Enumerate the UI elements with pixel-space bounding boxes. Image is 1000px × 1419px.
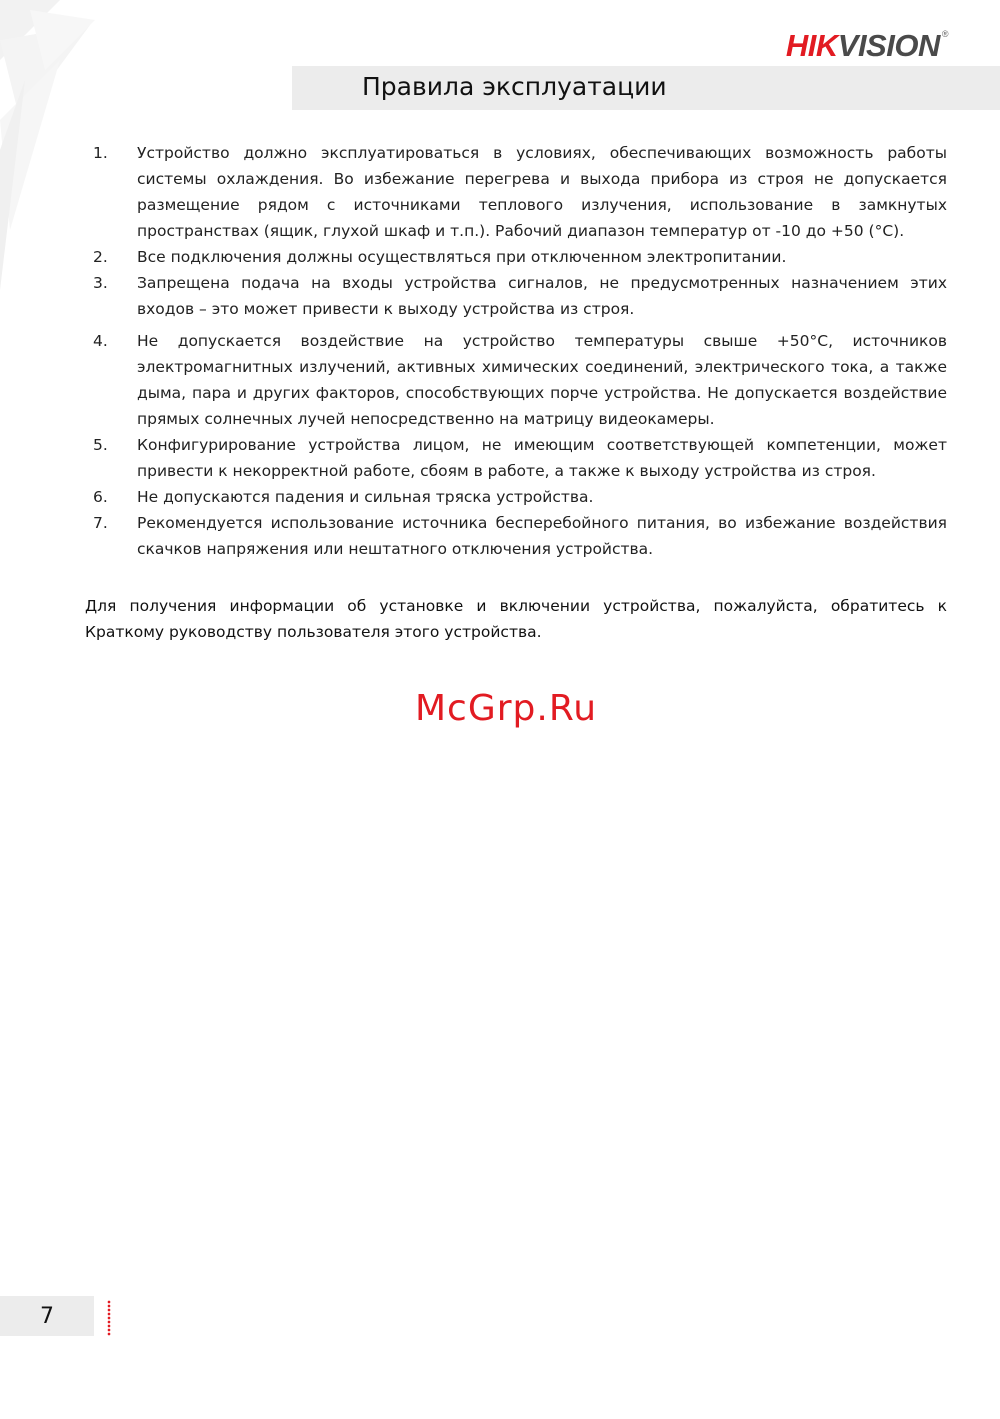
- list-item-text: Не допускается воздействие на устройство температуры свыше +50°С, источников электромагнитных излучений, активных химических соединений, электрического тока, а также дыма, пара и других факторов, способствующих порче устройства. Не допускается воздействие прямых солнечных лучей непосредственно на матрицу видеокамеры.: [137, 332, 947, 428]
- list-item-number: 2.: [93, 248, 108, 266]
- list-item-number: 4.: [93, 332, 108, 350]
- logo-registered-mark: ®: [941, 29, 948, 39]
- list-item: [93, 270, 947, 322]
- list-item-number: 1.: [93, 144, 108, 162]
- list-item-number: 3.: [93, 274, 108, 292]
- logo-hik: HIK: [785, 28, 838, 63]
- list-item-text: Устройство должно эксплуатироваться в условиях, обеспечивающих возможность работы системы охлаждения. Во избежание перегрева и выхода прибора из строя не допускается размещение рядом с источниками теплового излучения, использование в замкнутых пространствах (ящик, глухой шкаф и т.п.). Рабочий диапазон температур от -10 до +50 (°С).: [137, 144, 947, 240]
- list-item-number: 7.: [93, 514, 108, 532]
- list-item-number: 5.: [93, 436, 108, 454]
- list-item-text: Не допускаются падения и сильная тряска устройства.: [137, 488, 594, 506]
- list-item: [93, 140, 947, 244]
- list-item-text: Запрещена подача на входы устройства сигналов, не предусмотренных назначением этих входов – это может привести к выходу устройства из строя.: [137, 274, 947, 318]
- list-item: [93, 432, 947, 484]
- page-title: Правила эксплуатации: [362, 72, 667, 101]
- page-number: 7: [40, 1304, 54, 1329]
- list-item-number: 6.: [93, 488, 108, 506]
- list-item: [93, 244, 947, 270]
- watermark: McGrp.Ru: [414, 688, 598, 729]
- list-item: [93, 328, 947, 432]
- rules-list: [93, 140, 947, 562]
- closing-note: Для получения информации об установке и включении устройства, пожалуйста, обратитесь к Краткому руководству пользователя этого устройства.: [85, 597, 947, 641]
- list-item: [93, 484, 947, 510]
- logo-vision: VISION: [837, 28, 940, 63]
- dotted-separator: [107, 1300, 111, 1336]
- list-item-text: Рекомендуется использование источника бесперебойного питания, во избежание воздействия скачков напряжения или нештатного отключения устройства.: [137, 514, 947, 558]
- hikvision-logo: [786, 30, 948, 61]
- list-item-text: Все подключения должны осуществляться при отключенном электропитании.: [137, 248, 787, 266]
- list-item-text: Конфигурирование устройства лицом, не имеющим соответствующей компетенции, может привести к некорректной работе, сбоям в работе, а также к выходу устройства из строя.: [137, 436, 947, 480]
- list-item: [93, 510, 947, 562]
